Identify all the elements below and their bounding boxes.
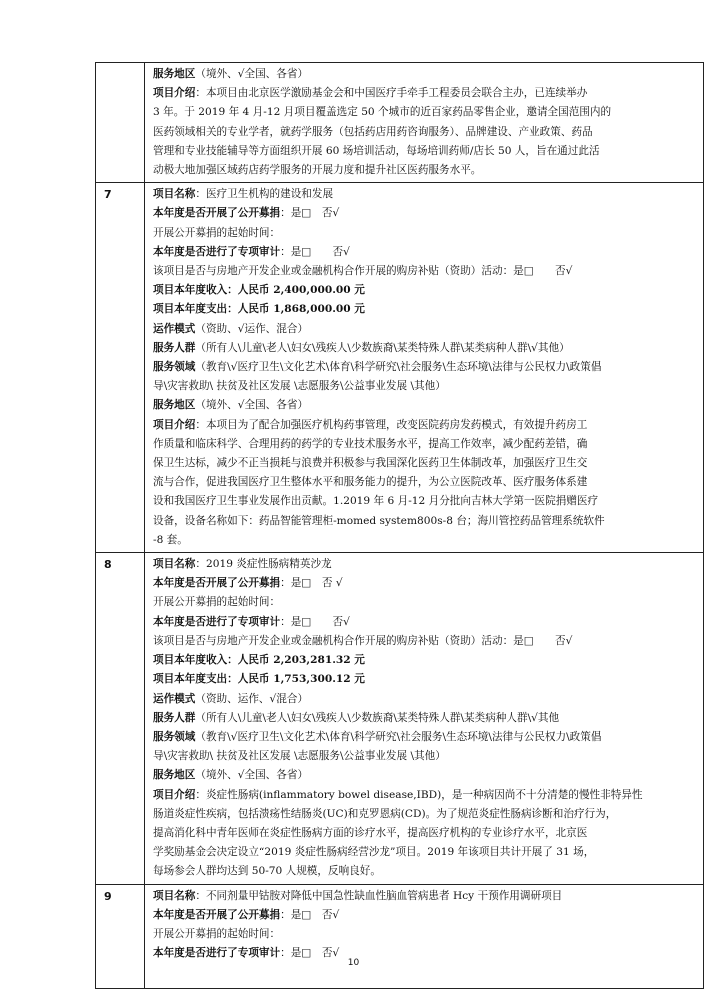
content-line [153, 300, 699, 319]
content-line [153, 574, 699, 593]
field-text: 该项目是否与房地产开发企业或金融机构合作开展的购房补贴（资助）活动：是□ 否√ [153, 634, 573, 647]
field-text: （教育\√医疗卫生\文化艺术\体育\科学研究\社会服务\生态环境\法律与公民权力\政策倡 [195, 361, 602, 374]
field-label: 项目名称 [153, 558, 196, 571]
content-line [153, 473, 699, 492]
field-label: 服务地区 [153, 68, 196, 80]
field-text: 保卫生达标，减少不正当损耗与浪费并积极参与我国深化医药卫生体制改革，加强医疗卫生交 [153, 457, 588, 470]
field-text: ：本项目为了配合加强医疗机构药事管理，改变医院药房发药模式，有效提升药房工 [195, 418, 588, 431]
field-text: 每场参会人群均达到 50-70 人规模，反响良好。 [153, 865, 381, 878]
content-line [153, 862, 699, 881]
content-line [153, 690, 699, 709]
field-label: 项目介绍 [153, 418, 196, 431]
content-line [153, 123, 699, 142]
field-label: 本年度是否进行了专项审计 [153, 245, 281, 258]
content-line [153, 925, 699, 944]
content-line [153, 651, 699, 670]
row-number-cell [96, 183, 145, 553]
row-number-cell [96, 884, 145, 988]
field-text: 流与合作，促进我国医疗卫生整体水平和服务能力的提升，为公立医院改革、医疗服务体系建 [153, 476, 588, 489]
field-text: ：不同剂量甲钴胺对降低中国急性缺血性脑血管病患者 Hcy 干预作用调研项目 [195, 889, 563, 902]
field-text: （所有人\儿童\老人\妇女\残疾人\少数族裔\某类特殊人群\某类病种人群\√其他 [195, 711, 560, 724]
field-text: 设备，设备名称如下：药品智能管理柜-momed system800s-8 台；海川管控药品管理系统软件 [153, 514, 605, 527]
field-label: 项目本年度支出：人民币 1,868,000.00 元 [153, 303, 365, 316]
content-line [153, 185, 699, 204]
content-line [153, 84, 699, 103]
field-text: -8 套。 [153, 533, 188, 546]
field-text: 导\灾害救助\ 扶贫及社区发展 \志愿服务\公益事业发展 \其他） [153, 380, 446, 393]
row-number [96, 63, 144, 68]
field-text: 开展公开募捐的起始时间： [153, 226, 281, 239]
field-text: ：是□ 否√ [280, 615, 350, 628]
project-row [96, 63, 704, 183]
field-label: 本年度是否进行了专项审计 [153, 615, 281, 628]
field-label: 本年度是否开展了公开募捐 [153, 207, 281, 220]
content-line [153, 555, 699, 574]
content-line [153, 632, 699, 651]
field-text: 动极大地加强区域药店药学服务的开展力度和提升社区医药服务水平。 [153, 164, 482, 177]
field-label: 项目名称 [153, 889, 196, 902]
content-line [153, 320, 699, 339]
field-text: 导\灾害救助\ 扶贫及社区发展 \志愿服务\公益事业发展 \其他） [153, 750, 446, 763]
field-text: ：是□ 否√ [280, 908, 340, 921]
field-text: （境外、√全国、各省） [195, 399, 309, 412]
field-text: （教育\√医疗卫生\文化艺术\体育\科学研究\社会服务\生态环境\法律与公民权力\政策倡 [195, 730, 602, 743]
content-line [153, 454, 699, 473]
row-number-cell [96, 553, 145, 884]
field-text: （资助、√运作、混合） [195, 322, 309, 335]
content-line [153, 339, 699, 358]
content-line [153, 531, 699, 550]
field-label: 项目本年度收入：人民币 2,203,281.32 元 [153, 654, 365, 667]
content-line [153, 906, 699, 925]
field-text: 作质量和临床科学、合理用药的药学的专业技术服务水平，提高工作效率，减少配药差错，确 [153, 437, 588, 450]
content-line [153, 613, 699, 632]
content-line [153, 103, 699, 122]
content-line [153, 204, 699, 223]
row-content-cell [145, 183, 704, 553]
row-number: 7 [104, 188, 112, 202]
row-number-cell [96, 63, 145, 183]
field-text: 设和我国医疗卫生事业发展作出贡献。1.2019 年 6 月-12 月分批向吉林大学第一医院捐赠医疗 [153, 495, 599, 508]
content-line [153, 416, 699, 435]
field-label: 本年度是否进行了专项审计 [153, 947, 281, 960]
project-table [95, 62, 704, 989]
row-number: 9 [104, 889, 112, 903]
field-label: 服务领域 [153, 730, 196, 743]
content-line [153, 709, 699, 728]
content-line [153, 887, 699, 906]
content-line [153, 377, 699, 396]
field-text: 该项目是否与房地产开发企业或金融机构合作开展的购房补贴（资助）活动：是□ 否√ [153, 265, 573, 278]
field-label: 服务领域 [153, 361, 196, 374]
content-line [153, 65, 699, 84]
field-label: 服务人群 [153, 711, 196, 724]
field-text: （资助、运作、√混合） [195, 692, 309, 705]
field-text: （境外、√全国、各省） [195, 769, 309, 782]
field-label: 服务地区 [153, 769, 196, 782]
field-label: 项目名称 [153, 188, 196, 201]
content-line [153, 224, 699, 243]
content-line [153, 142, 699, 161]
content-line [153, 593, 699, 612]
content-line [153, 396, 699, 415]
project-row [96, 553, 704, 884]
row-content-cell [145, 553, 704, 884]
content-line [153, 766, 699, 785]
row-number: 8 [104, 558, 112, 572]
field-text: （所有人\儿童\老人\妇女\残疾人\少数族裔\某类特殊人群\某类病种人群\√其他） [195, 341, 570, 354]
field-text: ：是□ 否√ [280, 245, 350, 258]
project-row [96, 183, 704, 553]
field-text: 学奖励基金会决定设立“2019 炎症性肠病经营沙龙”项目。2019 年该项目共计开展了 31 场， [153, 846, 595, 859]
content-line [153, 243, 699, 262]
page-number: 10 [347, 958, 360, 968]
field-label: 服务人群 [153, 341, 196, 354]
content-line [153, 262, 699, 281]
project-row [96, 884, 704, 988]
field-text: 医药领域相关的专业学者，就药学服务（包括药店用药咨询服务）、品牌建设、产业政策、药品 [153, 125, 593, 138]
content-line [153, 824, 699, 843]
row-content-cell [145, 884, 704, 988]
field-text: ：是□ 否 √ [280, 577, 343, 590]
field-label: 项目本年度支出：人民币 1,753,300.12 元 [153, 673, 365, 686]
field-label: 运作模式 [153, 322, 196, 335]
content-line [153, 358, 699, 377]
field-text: 提高消化科中青年医师在炎症性肠病方面的诊疗水平，提高医疗机构的专业诊疗水平，北京医 [153, 826, 588, 839]
field-text: ：是□ 否√ [280, 947, 340, 960]
project-table-body [96, 63, 704, 989]
content-line [153, 786, 699, 805]
field-text: ：本项目由北京医学激励基金会和中国医疗手牵手工程委员会联合主办，已连续举办 [195, 87, 588, 100]
field-text: 3 年。于 2019 年 4 月-12 月项目覆盖选定 50 个城市的近百家药品零售企业，邀请全国范围内的 [153, 106, 612, 119]
field-text: 肠道炎症性疾病，包括溃疡性结肠炎(UC)和克罗恩病(CD)。为了规范炎症性肠病诊断和治疗行为， [153, 807, 617, 820]
row-content-cell [145, 63, 704, 183]
content-line [153, 805, 699, 824]
field-text: 管理和专业技能辅导等方面组织开展 60 场培训活动，每场培训药师/店长 50 人，旨在通过此活 [153, 144, 600, 157]
content-line [153, 281, 699, 300]
field-label: 运作模式 [153, 692, 196, 705]
field-text: （境外、√全国、各省） [195, 68, 309, 80]
content-line [153, 161, 699, 180]
content-line [153, 492, 699, 511]
content-line [153, 747, 699, 766]
field-label: 服务地区 [153, 399, 196, 412]
field-text: 开展公开募捐的起始时间： [153, 927, 281, 940]
content-line [153, 843, 699, 862]
content-line [153, 435, 699, 454]
field-text: ：炎症性肠病(inflammatory bowel disease,IBD)，是一种病因尚不十分清楚的慢性非特异性 [195, 788, 643, 801]
field-label: 项目介绍 [153, 87, 196, 100]
content-line [153, 670, 699, 689]
field-text: ：2019 炎症性肠病精英沙龙 [195, 558, 332, 571]
content-line [153, 512, 699, 531]
field-label: 本年度是否开展了公开募捐 [153, 577, 281, 590]
field-label: 项目介绍 [153, 788, 196, 801]
field-text: ：医疗卫生机构的建设和发展 [195, 188, 334, 201]
field-text: 开展公开募捐的起始时间： [153, 596, 281, 609]
field-text: ：是□ 否√ [280, 207, 340, 220]
field-label: 本年度是否开展了公开募捐 [153, 908, 281, 921]
content-line [153, 728, 699, 747]
field-label: 项目本年度收入：人民币 2,400,000.00 元 [153, 284, 365, 297]
